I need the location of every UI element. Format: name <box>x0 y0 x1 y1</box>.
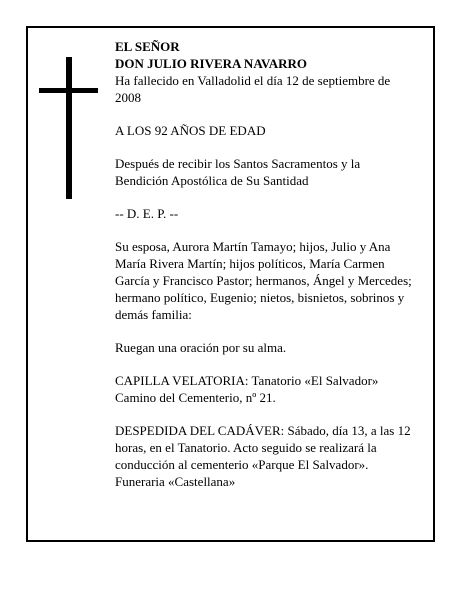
deceased-name: DON JULIO RIVERA NAVARRO <box>115 56 308 71</box>
cross-icon-vertical-bar <box>66 57 72 199</box>
age-line: A LOS 92 AÑOS DE EDAD <box>115 123 266 138</box>
cross-icon-horizontal-bar <box>39 88 98 93</box>
obituary-notice <box>26 26 435 542</box>
sacraments-line: Después de recibir los Santos Sacramentos y la Bendición Apostólica de Su Santidad <box>115 156 361 188</box>
prayer-request: Ruegan una oración por su alma. <box>115 340 287 355</box>
farewell-info: DESPEDIDA DEL CADÁVER: Sábado, día 13, a las 12 horas, en el Tanatorio. Acto seguido se realizará la conducción al cementerio «Parque El Salvador». Funeraria «Castellana» <box>115 423 411 489</box>
title-line-1: EL SEÑOR <box>115 39 180 54</box>
notice-text <box>115 38 415 506</box>
rip-line: -- D. E. P. -- <box>115 206 179 221</box>
death-announcement: Ha fallecido en Valladolid el día 12 de septiembre de 2008 <box>115 73 391 105</box>
family-list: Su esposa, Aurora Martín Tamayo; hijos, Julio y Ana María Rivera Martín; hijos políticos, María Carmen García y Francisco Pastor; hermanos, Ángel y Mercedes; hermano político, Eugenio; nietos, bisnietos, sobrinos y demás familia: <box>115 239 412 322</box>
chapel-info: CAPILLA VELATORIA: Tanatorio «El Salvador» Camino del Cementerio, nº 21. <box>115 373 379 405</box>
